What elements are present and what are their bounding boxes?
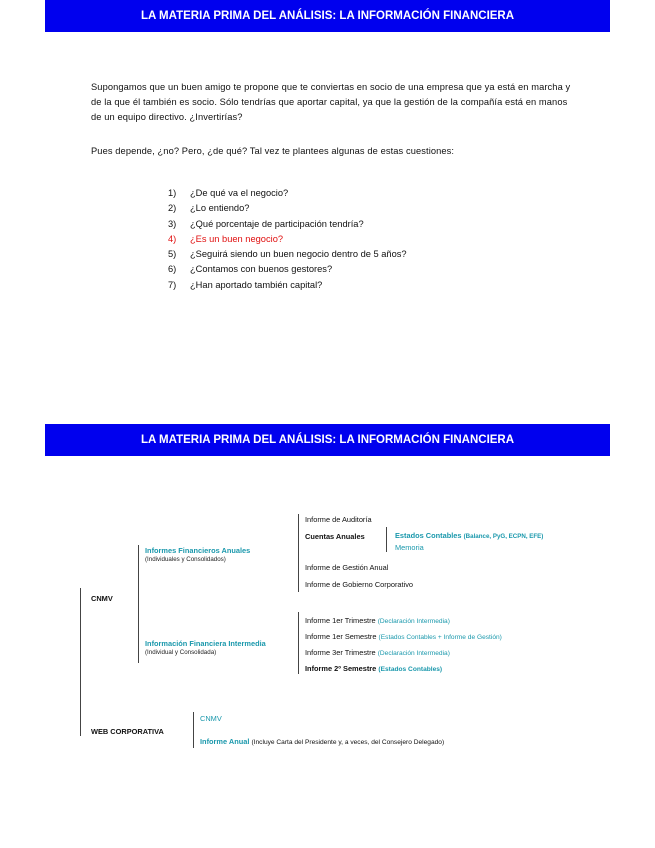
interim-item: Informe 3er Trimestre (Declaración Intermedia) [305,648,450,657]
cnmv-bracket-line [80,588,81,736]
interim-info-subtitle: (Individual y Consolidada) [145,649,217,656]
annual-bracket-line [138,545,139,663]
header-banner-bottom: LA MATERIA PRIMA DEL ANÁLISIS: LA INFORMACIÓN FINANCIERA [45,424,610,456]
cuentas-anuales-label: Cuentas Anuales [305,532,365,541]
gobierno-corporativo-label: Informe de Gobierno Corporativo [305,580,414,589]
interim-item: Informe 1er Semestre (Estados Contables + Informe de Gestión) [305,632,502,641]
interim-item: Informe 1er Trimestre (Declaración Intermedia) [305,616,450,625]
list-item: 5) ¿Seguirá siendo un buen negocio dentro de 5 años? [168,249,407,260]
interim-info-title: Información Financiera Intermedia [145,639,266,648]
informe-anual-label: Informe Anual (Incluye Carta del Presidente y, a veces, del Consejero Delegado) [200,737,445,746]
list-item: 3) ¿Qué porcentaje de participación tendría? [168,218,364,229]
estados-contables-label: Estados Contables (Balance, PyG, ECPN, EFE) [395,531,544,540]
cnmv-label: CNMV [91,594,113,603]
list-item: 1) ¿De qué va el negocio? [168,188,289,198]
list-item: 2) ¿Lo entiendo? [168,203,250,214]
web-items-line [193,712,194,748]
intro-paragraph-2: Pues depende, ¿no? Pero, ¿de qué? Tal vez te plantees algunas de estas cuestiones: [91,146,455,156]
auditoria-label: Informe de Auditoría [305,515,372,524]
annual-reports-subtitle: (Individuales y Consolidados) [145,556,226,563]
interim-items-line [298,612,299,674]
questions-list [168,186,407,293]
list-item-highlighted: 4) ¿Es un buen negocio? [168,233,284,244]
header-banner-top: LA MATERIA PRIMA DEL ANÁLISIS: LA INFORMACIÓN FINANCIERA [45,0,610,32]
annual-items-line [298,514,299,592]
web-cnmv-label: CNMV [200,714,222,723]
list-item: 6) ¿Contamos con buenos gestores? [168,264,333,275]
intro-paragraph-1: Supongamos que un buen amigo te propone que te conviertas en socio de una empresa que ya está en marcha y de la que él también es socio. Sólo tendrías que aportar capital, ya que la gestión de la compañía está en manos de un equipo directivo. ¿Invertirías? [91,82,571,122]
annual-reports-title: Informes Financieros Anuales [145,546,251,555]
cuentas-line [386,527,387,552]
interim-item: Informe 2º Semestre (Estados Contables) [305,664,443,673]
gestion-anual-label: Informe de Gestión Anual [305,563,389,572]
list-item: 7) ¿Han aportado también capital? [168,279,323,290]
memoria-label: Memoria [395,543,424,552]
web-corporativa-label: WEB CORPORATIVA [91,727,164,736]
